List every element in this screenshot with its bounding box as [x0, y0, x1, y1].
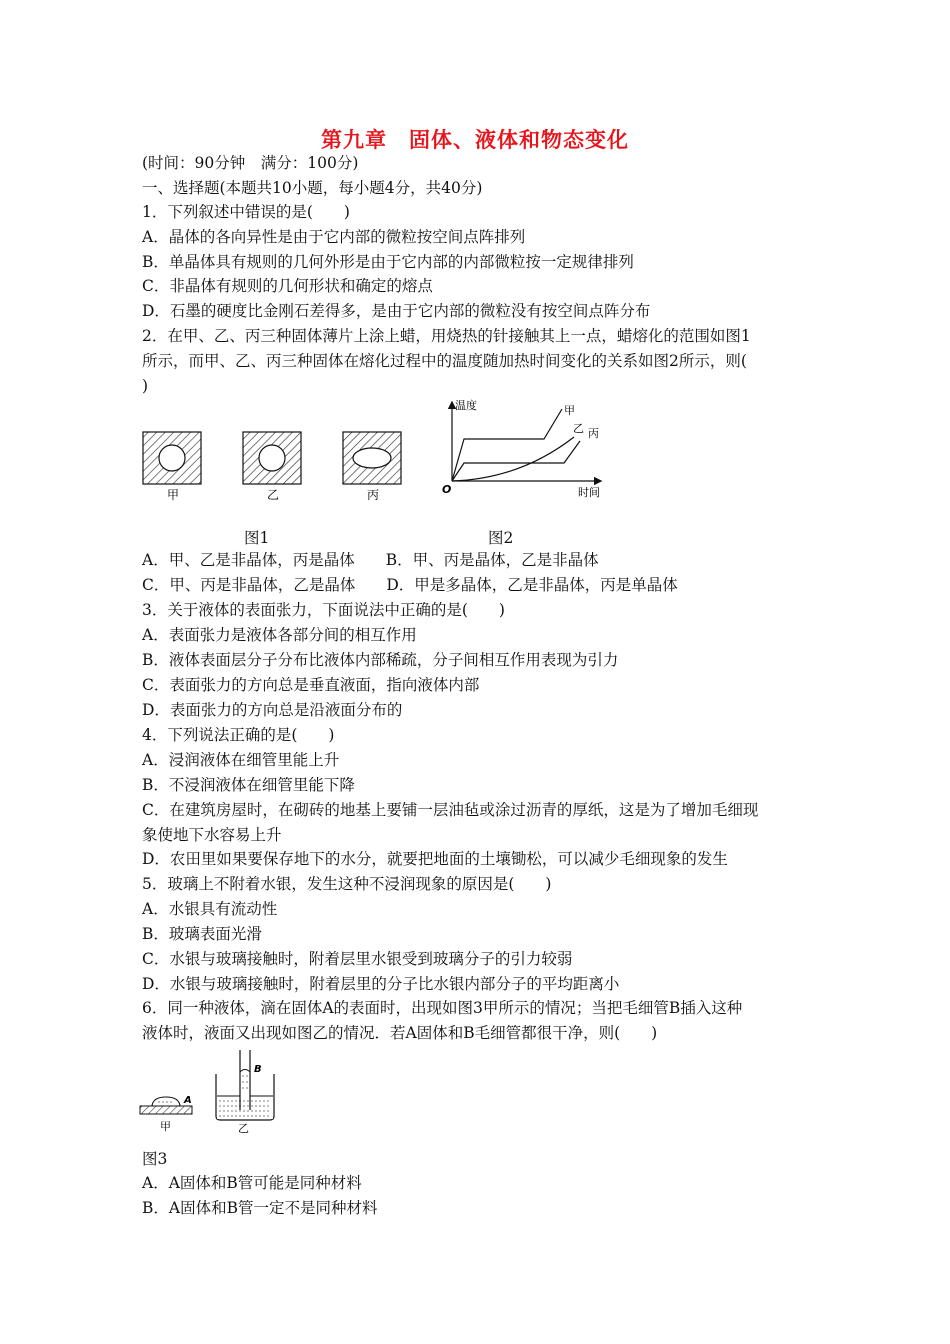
fig1-label-bing: 丙 — [367, 488, 380, 502]
q3-option-d: D．表面张力的方向总是沿液面分布的 — [142, 701, 403, 719]
fig2-caption: 图2 — [488, 529, 514, 547]
q2-options-ab: A．甲、乙是非晶体，丙是晶体 B．甲、丙是晶体，乙是非晶体 — [142, 551, 599, 569]
curve-label-bing: 丙 — [588, 427, 599, 440]
fig1-label-jia: 甲 — [167, 488, 180, 502]
fig2-ylabel: 温度 — [455, 399, 477, 412]
q4-stem: 4．下列说法正确的是( ) — [142, 726, 335, 744]
q5-option-d: D．水银与玻璃接触时，附着层里的分子比水银内部分子的平均距离小 — [142, 975, 620, 993]
figure-1 — [138, 425, 418, 505]
figure-3 — [138, 1046, 288, 1138]
q2-stem-line3: ) — [142, 377, 149, 395]
curve-label-yi: 乙 — [573, 422, 584, 435]
q1-stem: 1．下列叙述中错误的是( ) — [142, 203, 350, 221]
q3-option-b: B．液体表面层分子分布比液体内部稀疏，分子间相互作用表现为引力 — [142, 651, 619, 669]
q6-stem-line1: 6．同一种液体，滴在固体A的表面时，出现如图3甲所示的情况；当把毛细管B插入这种 — [142, 999, 743, 1017]
q1-option-d: D．石墨的硬度比金刚石差得多，是由于它内部的微粒没有按空间点阵分布 — [142, 302, 651, 320]
q2-stem-line2: 所示，而甲、乙、丙三种固体在熔化过程中的温度随加热时间变化的关系如图2所示，则( — [142, 352, 747, 370]
q5-option-b: B．玻璃表面光滑 — [142, 925, 262, 943]
q2-stem-line1: 2．在甲、乙、丙三种固体薄片上涂上蜡，用烧热的针接触其上一点，蜡熔化的范围如图1 — [142, 327, 751, 345]
exam-meta: (时间：90分钟 满分：100分) — [142, 154, 359, 172]
fig1-caption: 图1 — [244, 529, 270, 547]
q1-option-a: A．晶体的各向异性是由于它内部的微粒按空间点阵排列 — [142, 228, 526, 246]
q1-option-b: B．单晶体具有规则的几何外形是由于它内部的内部微粒按一定规律排列 — [142, 253, 634, 271]
q6-option-b: B．A固体和B管一定不是同种材料 — [142, 1199, 378, 1217]
q5-stem: 5．玻璃上不附着水银，发生这种不浸润现象的原因是( ) — [142, 875, 552, 893]
section-heading: 一、选择题(本题共10小题，每小题4分，共40分) — [142, 179, 483, 197]
q4-option-c-line2: 象使地下水容易上升 — [142, 826, 282, 844]
q4-option-c-line1: C．在建筑房屋时，在砌砖的地基上要铺一层油毡或涂过沥青的厚纸，这是为了增加毛细现 — [142, 801, 759, 819]
figure-2 — [440, 395, 615, 507]
curve-label-jia: 甲 — [564, 404, 575, 417]
q4-option-a: A．浸润液体在细管里能上升 — [142, 751, 340, 769]
q3-option-c: C．表面张力的方向总是垂直液面，指向液体内部 — [142, 676, 480, 694]
fig3-label-a: A — [184, 1095, 192, 1106]
q4-option-d: D．农田里如果要保存地下的水分，就要把地面的土壤锄松，可以减少毛细现象的发生 — [142, 850, 728, 868]
fig1-label-yi: 乙 — [267, 488, 280, 502]
q6-stem-line2: 液体时，液面又出现如图乙的情况．若A固体和B毛细管都很干净，则( ) — [142, 1024, 658, 1042]
q2-options-cd: C．甲、丙是非晶体，乙是晶体 D．甲是多晶体，乙是非晶体，丙是单晶体 — [142, 576, 678, 594]
fig3-label-b: B — [254, 1064, 262, 1075]
fig3-caption: 图3 — [142, 1150, 168, 1168]
q4-option-b: B．不浸润液体在细管里能下降 — [142, 776, 355, 794]
q6-option-a: A．A固体和B管可能是同种材料 — [142, 1174, 362, 1192]
q5-option-a: A．水银具有流动性 — [142, 900, 278, 918]
curve-yi — [452, 437, 574, 481]
wax-plate-bing — [343, 432, 401, 484]
q1-option-c: C．非晶体有规则的几何形状和确定的熔点 — [142, 277, 433, 295]
curve-jia — [452, 409, 562, 481]
beaker-with-capillary-b — [216, 1050, 274, 1120]
q3-stem: 3．关于液体的表面张力，下面说法中正确的是( ) — [142, 601, 505, 619]
chapter-title: 第九章 固体、液体和物态变化 — [321, 128, 629, 152]
q5-option-c: C．水银与玻璃接触时，附着层里水银受到玻璃分子的引力较弱 — [142, 950, 573, 968]
fig2-xlabel: 时间 — [578, 486, 600, 499]
fig3-label-jia: 甲 — [160, 1120, 171, 1133]
fig2-origin: O — [442, 483, 452, 496]
wax-plate-jia — [143, 432, 201, 484]
fig3-label-yi: 乙 — [238, 1122, 249, 1135]
wax-plate-yi — [243, 432, 301, 484]
q3-option-a: A．表面张力是液体各部分间的相互作用 — [142, 626, 417, 644]
